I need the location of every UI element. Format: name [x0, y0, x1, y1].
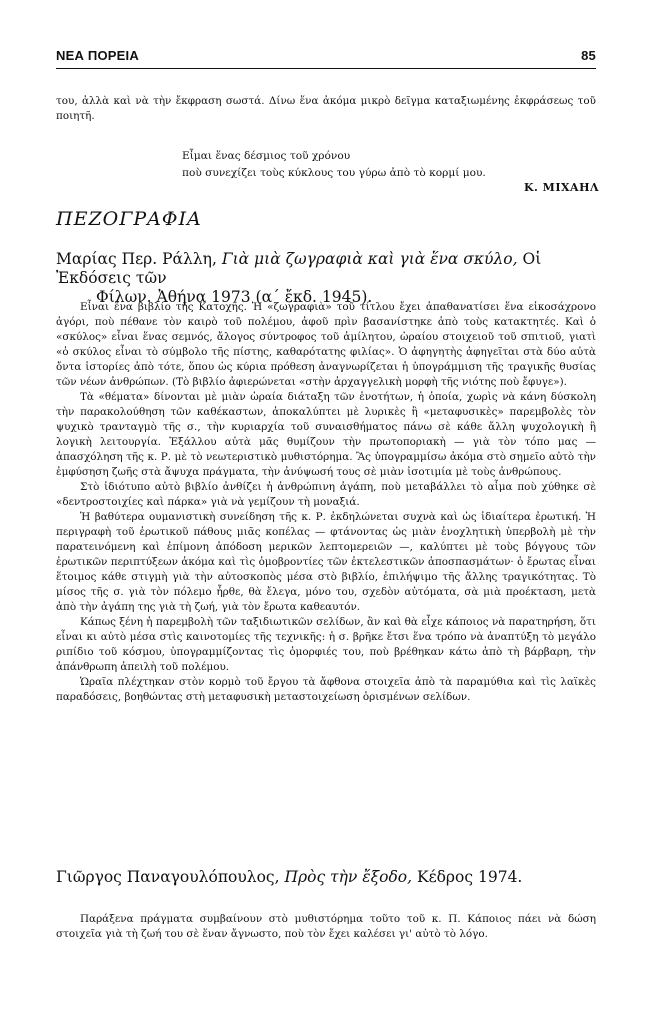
journal-title: ΝΕΑ ΠΟΡΕΙΑ: [56, 48, 139, 63]
poem-line: ποὺ συνεχίζει τοὺς κύκλους του γύρω ἀπὸ τὸ κορμί μου.: [182, 167, 486, 179]
review-paragraph: Παράξενα πράγματα συμβαίνουν στὸ μυθιστόρημα τοῦτο τοῦ κ. Π. Κάποιος πάει νὰ δώση στοιχεῖα γιὰ τὴ ζωή του σὲ ἕναν ἄγνωστο, ποὺ τὸν ἔχει καλέσει γι' αὐτὸ τὸ λόγο.: [56, 913, 596, 940]
book-publisher-details: Φίλων. Ἀθήνα 1973 (α΄ ἔκδ. 1945).: [96, 288, 373, 306]
poem-author: Κ. ΜΙΧΑΗΛ: [523, 181, 599, 194]
review-body: [56, 300, 596, 705]
poem-quote: [182, 148, 486, 182]
poem-line: Εἶμαι ἕνας δέσμιος τοῦ χρόνου: [182, 150, 351, 162]
review-paragraph: Στὸ ἰδιότυπο αὐτὸ βιβλίο ἀνθίζει ἡ ἀνθρώπινη ἀγάπη, ποὺ μεταβάλλει τὸ αἷμα ποὺ χύθηκε σὲ «δεντροστοιχίες καὶ πάρκα» γιὰ νὰ γεμίζουν τὴ μοναξιά.: [56, 481, 596, 508]
review-paragraph: Εἶναι ἕνα βιβλίο τῆς Κατοχῆς. Ἡ «ζωγραφιὰ» τοῦ τίτλου ἔχει ἀπαθανατίσει ἕνα εἰκοσάχρονο ἀγόρι, ποὺ πέθανε τὸν καιρὸ τοῦ πολέμου, ἀφοῦ πρὶν βασανίστηκε ἀπὸ τοὺς κατακτητές. Καὶ ὁ «σκύλος» εἶναι ἕνας σεμνός, ἄλογος σύντροφος τοῦ ἀμίλητου, ὡραίου στοιχειοῦ τοῦ σπιτιοῦ, γιατὶ «ὁ σκύλος εἶναι τὸ σύμβολο τῆς πίστης, καθαρότατης φιλίας». Ὁ ἀφηγητὴς ἀφηγεῖται στὰ δύο αὐτὰ ὄντα ἱστορίες ἀπὸ τότε, ὅπου ὡς κύρια πρόθεση ἀναγνωρίζεται ἡ ὑπογράμμιση τῆς τραγικῆς θυσίας τῶν νέων ἀνθρώπων. (Τὸ βιβλίο ἀφιερώνεται «στὴν ἀρχαγγελικὴ μορφὴ τῆς νιότης ποὺ ἔφυγε»).: [56, 301, 596, 388]
book-author: Μαρίας Περ. Ράλλη,: [56, 250, 217, 268]
book-title: Γιὰ μιὰ ζωγραφιὰ καὶ γιὰ ἕνα σκύλο,: [221, 250, 518, 268]
review-heading: [56, 868, 596, 887]
page-number: 85: [581, 48, 596, 63]
section-title: ΠΕΖΟΓΡΑΦΙΑ: [56, 208, 202, 230]
running-head: [56, 48, 596, 63]
review-paragraph: Ἡ βαθύτερα ουμανιστικὴ συνείδηση τῆς κ. Ρ. ἐκδηλώνεται συχνὰ καὶ ὡς ἰδιαίτερα ἐρωτική. Ἡ περιγραφὴ τοῦ ἐρωτικοῦ πάθους μιᾶς κοπέλας — φτάνοντας ὡς μιὰν ἐνοχλητικὴ ὑπερβολὴ μὲ τὴν παρατεινόμενη καὶ ἐπίμονη ἀπόδοση μερικῶν λεπτομερειῶν —, καλύπτει μὲ τοὺς βόγγους τῶν ἐρωτικῶν περιπτύξεων ἀκόμα καὶ τὶς ὁμοβροντίες τῶν ἐκτελεστικῶν ἀποσπασμάτων· ὁ ἔρωτας εἶναι ἕτοιμος κάθε στιγμὴ γιὰ τὴν αὐτοσκοπὸς μέσα στὸ βιβλίο, ἐπιλήψιμο τῆς ἄλλης τραγικότητας. Τὸ μίσος τῆς σ. γιὰ τὸν πόλεμο ἦρθε, θὰ ἔλεγα, μόνο του, σχεδὸν αὐτόματα, σὰ μιὰ προέκταση, μετὰ ἀπὸ τὴν ἀγάπη της γιὰ τὴ ζωή, γιὰ τὸν ἔρωτα καθεαυτόν.: [56, 511, 596, 613]
review-paragraph: Κάπως ξένη ἡ παρεμβολὴ τῶν ταξιδιωτικῶν σελίδων, ἂν καὶ θὰ εἶχε κάποιος νὰ παρατηρήση, ὅτι εἶναι κι αὐτὸ μέσα στὶς καινοτομίες τῆς τεχνικῆς: ἡ σ. βρῆκε ἔτσι ἕνα τρόπο νὰ ἀναπτύξη τὸ μεγάλο ριπίδιο τοῦ κόσμου, ὑπογραμμίζοντας τὶς ὀμορφιές του, ποὺ βρέθηκαν κάτω ἀπὸ τὴ βάρβαρη, τὴν ἀπάνθρωπη ἀπειλὴ τοῦ πολέμου.: [56, 616, 596, 673]
review-body: [56, 912, 596, 942]
header-rule: [56, 68, 596, 69]
review-paragraph: Τὰ «θέματα» δίνονται μὲ μιὰν ὡραία διάταξη τῶν ἑνοτήτων, ἡ ὁποία, χωρὶς νὰ κάνη δύσκολη τὴν παρακολούθηση τῶν καθέκαστων, ἀποκαλύπτει μὲ λυρικὲς ἢ «μεταφυσικὲς» παρεμβολὲς τὸν ψυχικὸ τρανταγμὸ τῆς σ., τὴν κυριαρχία τοῦ συναισθήματος πάνω σὲ κάθε ἄλλη ψυχολογικὴ ἢ λογικὴ λειτουργία. Ἐξάλλου αὐτὰ μᾶς θυμίζουν τὴν πρωτοποριακὴ — γιὰ τὸν τόπο μας — ἀπασχόληση τῆς κ. Ρ. μὲ τὸ νεωτεριστικὸ μυθιστόρημα. Ἂς ὑπογραμμίσω ἀκόμα στὸ σημεῖο αὐτὸ τὴν ἐμφύσηση ζωῆς στὰ ἄψυχα πράγματα, τὴν ἀνύψωσή τους σὲ μιὰν ἰσοτιμία μὲ τοὺς ἀνθρώπους.: [56, 391, 596, 478]
book-publisher: Κέδρος 1974.: [416, 868, 523, 886]
intro-text: [56, 94, 596, 124]
review-paragraph: Ὡραῖα πλέχτηκαν στὸν κορμὸ τοῦ ἔργου τὰ ἄφθονα στοιχεῖα ἀπὸ τὰ παραμύθια καὶ τὶς λαϊκὲς παραδόσεις, βοηθώντας στὴ μεταφυσικὴ μεταστοιχείωση ὁρισμένων σελίδων.: [56, 676, 596, 703]
book-title: Πρὸς τὴν ἔξοδο,: [284, 868, 413, 886]
book-publisher: Οἱ Ἐκδόσεις τῶν: [56, 250, 542, 287]
book-author: Γιῶργος Παναγουλόπουλος,: [56, 868, 280, 886]
intro-paragraph: του, ἀλλὰ καὶ νὰ τὴν ἔκφραση σωστά. Δίνω ἕνα ἀκόμα μικρὸ δεῖγμα καταξιωμένης ἐκφράσεως τοῦ ποιητῆ.: [56, 95, 596, 122]
review-heading: [56, 250, 596, 307]
